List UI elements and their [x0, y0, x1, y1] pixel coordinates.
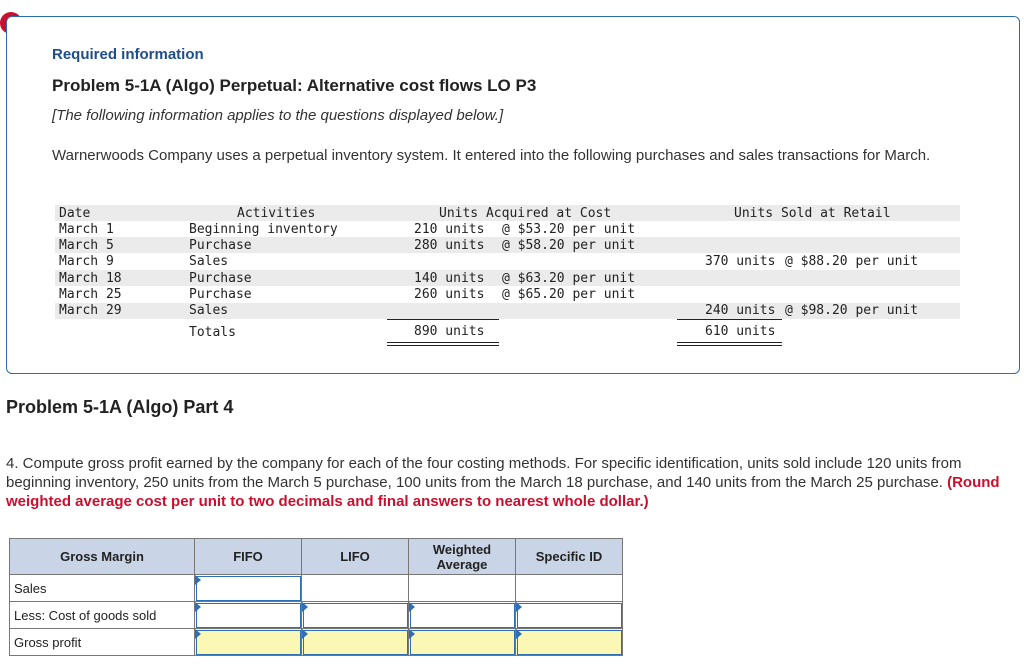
row-date: March 1 — [59, 222, 114, 237]
input-marker-icon — [195, 629, 201, 639]
acquired-double-underline — [387, 345, 499, 346]
gross-profit-weighted-field[interactable] — [413, 631, 511, 653]
sales-lifo-cell — [302, 575, 409, 602]
row-date: March 5 — [59, 238, 114, 253]
input-marker-icon — [516, 629, 522, 639]
required-information-heading: Required information — [52, 46, 204, 63]
row-label-cogs: Less: Cost of goods sold — [10, 602, 195, 629]
rounding-instruction: (Round weighted average cost per unit to two decimals and final answers to nearest whole dollar.) — [6, 474, 1000, 510]
row-sold-price: @ $98.20 per unit — [785, 303, 919, 318]
row-activity: Sales — [189, 303, 229, 318]
input-marker-icon — [516, 602, 522, 612]
gross-profit-specific-field[interactable] — [520, 631, 618, 653]
required-information-panel — [6, 16, 1020, 374]
table-row — [10, 602, 623, 629]
sales-specific-cell — [516, 575, 623, 602]
totals-label: Totals — [189, 325, 236, 340]
cogs-lifo-field[interactable] — [306, 604, 404, 626]
input-marker-icon — [195, 575, 201, 585]
row-activity: Purchase — [189, 287, 252, 302]
row-acq-units: 210 units — [414, 222, 485, 237]
row-activity: Purchase — [189, 271, 252, 286]
gross-profit-weighted-input[interactable] — [409, 629, 516, 656]
gross-margin-table — [9, 538, 623, 656]
gross-profit-specific-input[interactable] — [516, 629, 623, 656]
acquired-double-underline — [387, 342, 499, 343]
row-sold-price: @ $88.20 per unit — [785, 254, 919, 269]
row-acq-units: 260 units — [414, 287, 485, 302]
row-acq-cost: @ $53.20 per unit — [502, 222, 636, 237]
row-sold-units: 240 units — [705, 303, 776, 318]
acquired-underline — [387, 319, 499, 320]
row-date: March 9 — [59, 254, 114, 269]
header-specific-id: Specific ID — [516, 539, 623, 575]
gross-profit-fifo-field[interactable] — [199, 631, 297, 653]
row-date: March 25 — [59, 287, 122, 302]
part-title: Problem 5-1A (Algo) Part 4 — [6, 397, 234, 417]
header-lifo: LIFO — [302, 539, 409, 575]
input-marker-icon — [409, 602, 415, 612]
input-marker-icon — [302, 602, 308, 612]
input-marker-icon — [409, 629, 415, 639]
row-acq-units: 140 units — [414, 271, 485, 286]
sales-weighted-cell — [409, 575, 516, 602]
header-gross-margin: Gross Margin — [10, 539, 195, 575]
cogs-fifo-input[interactable] — [195, 602, 302, 629]
row-acq-cost: @ $63.20 per unit — [502, 271, 636, 286]
row-activity: Sales — [189, 254, 229, 269]
cogs-weighted-input[interactable] — [409, 602, 516, 629]
col-header-date: Date — [59, 206, 91, 221]
sales-fifo-input[interactable] — [195, 575, 302, 602]
cogs-lifo-input[interactable] — [302, 602, 409, 629]
row-activity: Beginning inventory — [189, 222, 338, 237]
input-marker-icon — [302, 629, 308, 639]
question-text — [6, 454, 1018, 511]
row-acq-cost: @ $65.20 per unit — [502, 287, 636, 302]
totals-sold: 610 units — [705, 324, 776, 339]
sold-underline — [677, 319, 782, 320]
sold-double-underline — [677, 342, 782, 343]
gross-profit-lifo-input[interactable] — [302, 629, 409, 656]
row-acq-units: 280 units — [414, 238, 485, 253]
row-date: March 29 — [59, 303, 122, 318]
sales-fifo-field[interactable] — [199, 577, 297, 599]
row-sold-units: 370 units — [705, 254, 776, 269]
col-header-acquired: Units Acquired at Cost — [439, 206, 612, 221]
sold-double-underline — [677, 345, 782, 346]
header-weighted-average: Weighted Average — [409, 539, 516, 575]
cogs-fifo-field[interactable] — [199, 604, 297, 626]
cogs-specific-field[interactable] — [520, 604, 618, 626]
totals-acquired: 890 units — [414, 324, 485, 339]
row-label-sales: Sales — [10, 575, 195, 602]
input-marker-icon — [195, 602, 201, 612]
cogs-specific-input[interactable] — [516, 602, 623, 629]
row-acq-cost: @ $58.20 per unit — [502, 238, 636, 253]
gross-profit-fifo-input[interactable] — [195, 629, 302, 656]
applies-note: [The following information applies to the questions displayed below.] — [52, 107, 504, 124]
header-fifo: FIFO — [195, 539, 302, 575]
cogs-weighted-field[interactable] — [413, 604, 511, 626]
problem-title: Problem 5-1A (Algo) Perpetual: Alternative cost flows LO P3 — [52, 76, 537, 95]
col-header-activities: Activities — [237, 206, 316, 221]
table-row — [10, 629, 623, 656]
table-row — [10, 575, 623, 602]
gross-profit-lifo-field[interactable] — [306, 631, 404, 653]
col-header-sold: Units Sold at Retail — [734, 206, 891, 221]
row-activity: Purchase — [189, 238, 252, 253]
question-body: 4. Compute gross profit earned by the company for each of the four costing methods. For specific identification, units sold include 120 units from beginning inventory, 250 units from the March 5 purchase, 100 units from the March 18 purchase, and 140 units from the March 25 purchase. — [6, 455, 962, 491]
row-date: March 18 — [59, 271, 122, 286]
row-label-gross-profit: Gross profit — [10, 629, 195, 656]
intro-text: Warnerwoods Company uses a perpetual inventory system. It entered into the following purchases and sales transactions for March. — [52, 147, 931, 164]
